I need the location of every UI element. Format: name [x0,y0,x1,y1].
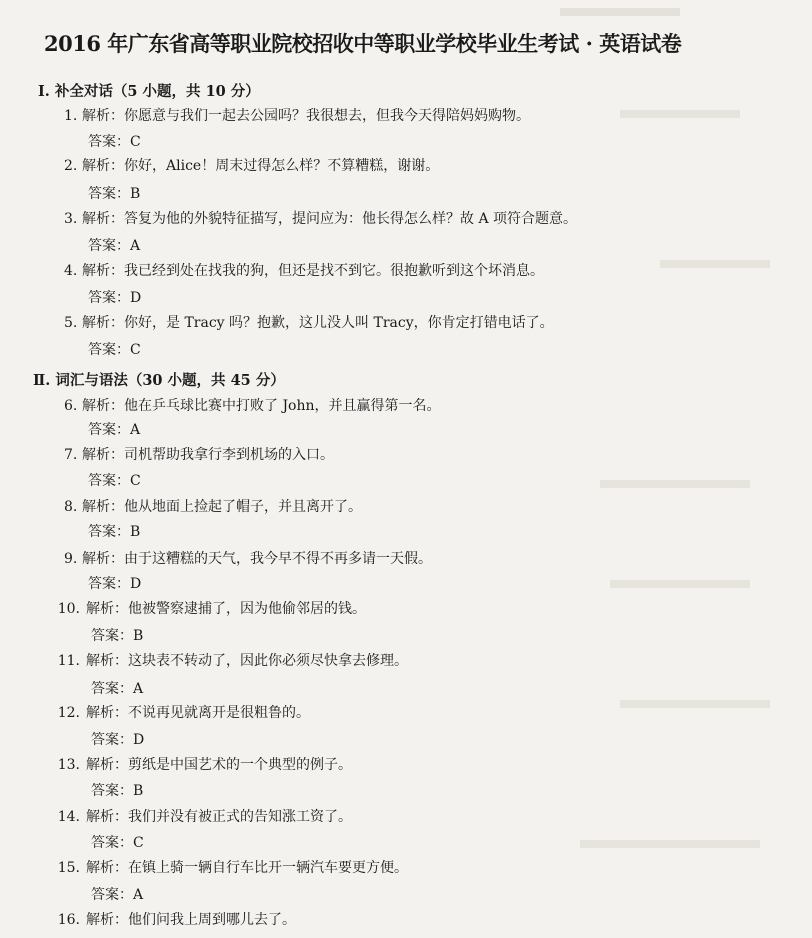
answer-text: 答案：A [91,681,144,697]
answer-item [56,704,310,722]
analysis-text: 解析：不说再见就离开是很粗鲁的。 [86,705,310,721]
analysis-text: 解析：他们问我上周到哪儿去了。 [86,912,296,928]
answer-item [56,808,352,826]
answer-text: 答案：C [91,835,144,851]
item-number: 2. [64,158,78,174]
answer-item [56,859,408,877]
answer-item [64,157,439,175]
answer-item [64,210,577,228]
item-number: 3. [64,211,78,227]
analysis-text: 解析：由于这糟糕的天气，我今早不得不再多请一天假。 [82,551,432,567]
item-number: 7. [64,447,78,463]
answer-text: 答案：A [91,887,144,903]
answer-text: 答案：B [91,628,144,644]
answer-item [64,550,432,568]
answer-text: 答案：B [88,524,141,540]
answer-text: 答案：A [88,238,141,254]
answer-text: 答案：D [88,290,142,306]
answer-item [64,498,362,516]
item-number: 11. [57,653,80,669]
analysis-text: 解析：他在乒乓球比赛中打败了 John，并且赢得第一名。 [82,398,441,414]
analysis-text: 解析：你好，是 Tracy 吗？抱歉，这儿没人叫 Tracy，你肯定打错电话了。 [82,315,554,331]
item-number: 12. [57,705,80,721]
answer-item [56,756,352,774]
item-number: 10. [57,601,80,617]
answer-item [56,911,296,929]
item-number: 16. [57,912,80,928]
analysis-text: 解析：你好，Alice！周末过得怎么样？不算糟糕，谢谢。 [82,158,440,174]
page-title: 2016 年广东省高等职业院校招收中等职业学校毕业生考试 · 英语试卷 [44,31,682,56]
analysis-text: 解析：你愿意与我们一起去公园吗？我很想去，但我今天得陪妈妈购物。 [82,108,530,124]
answer-text: 答案：B [88,186,141,202]
answer-text: 答案：C [88,134,141,150]
answer-text: 答案：A [88,422,141,438]
analysis-text: 解析：我已经到处在找我的狗，但还是找不到它。很抱歉听到这个坏消息。 [82,263,544,279]
analysis-text: 解析：剪纸是中国艺术的一个典型的例子。 [86,757,352,773]
answer-text: 答案：C [88,342,141,358]
item-number: 8. [64,499,78,515]
item-number: 5. [64,315,78,331]
item-number: 6. [64,398,78,414]
answer-text: 答案：B [91,783,144,799]
answer-text: 答案：D [88,576,142,592]
analysis-text: 解析：司机帮助我拿行李到机场的入口。 [82,447,334,463]
item-number: 1. [64,108,78,124]
analysis-text: 解析：他从地面上捡起了帽子，并且离开了。 [82,499,362,515]
analysis-text: 解析：答复为他的外貌特征描写，提问应为：他长得怎么样？故 A 项符合题意。 [82,211,578,227]
analysis-text: 解析：我们并没有被正式的告知涨工资了。 [86,809,352,825]
answer-item [64,262,544,280]
answer-item [64,446,334,464]
answer-text: 答案：C [88,473,141,489]
item-number: 4. [64,263,78,279]
analysis-text: 解析：在镇上骑一辆自行车比开一辆汽车要更方便。 [86,860,408,876]
answer-text: 答案：D [91,732,145,748]
answer-item [56,652,408,670]
answer-item [64,107,530,125]
answer-item [64,397,441,415]
analysis-text: 解析：这块表不转动了，因此你必须尽快拿去修理。 [86,653,408,669]
item-number: 9. [64,551,78,567]
item-number: 13. [57,757,80,773]
answer-item [56,600,366,618]
section-heading: Ⅱ. 词汇与语法（30 小题，共 45 分） [33,372,285,389]
item-number: 15. [57,860,80,876]
section-heading: Ⅰ. 补全对话（5 小题，共 10 分） [38,83,260,100]
item-number: 14. [57,809,80,825]
analysis-text: 解析：他被警察逮捕了，因为他偷邻居的钱。 [86,601,366,617]
answer-item [64,314,554,332]
